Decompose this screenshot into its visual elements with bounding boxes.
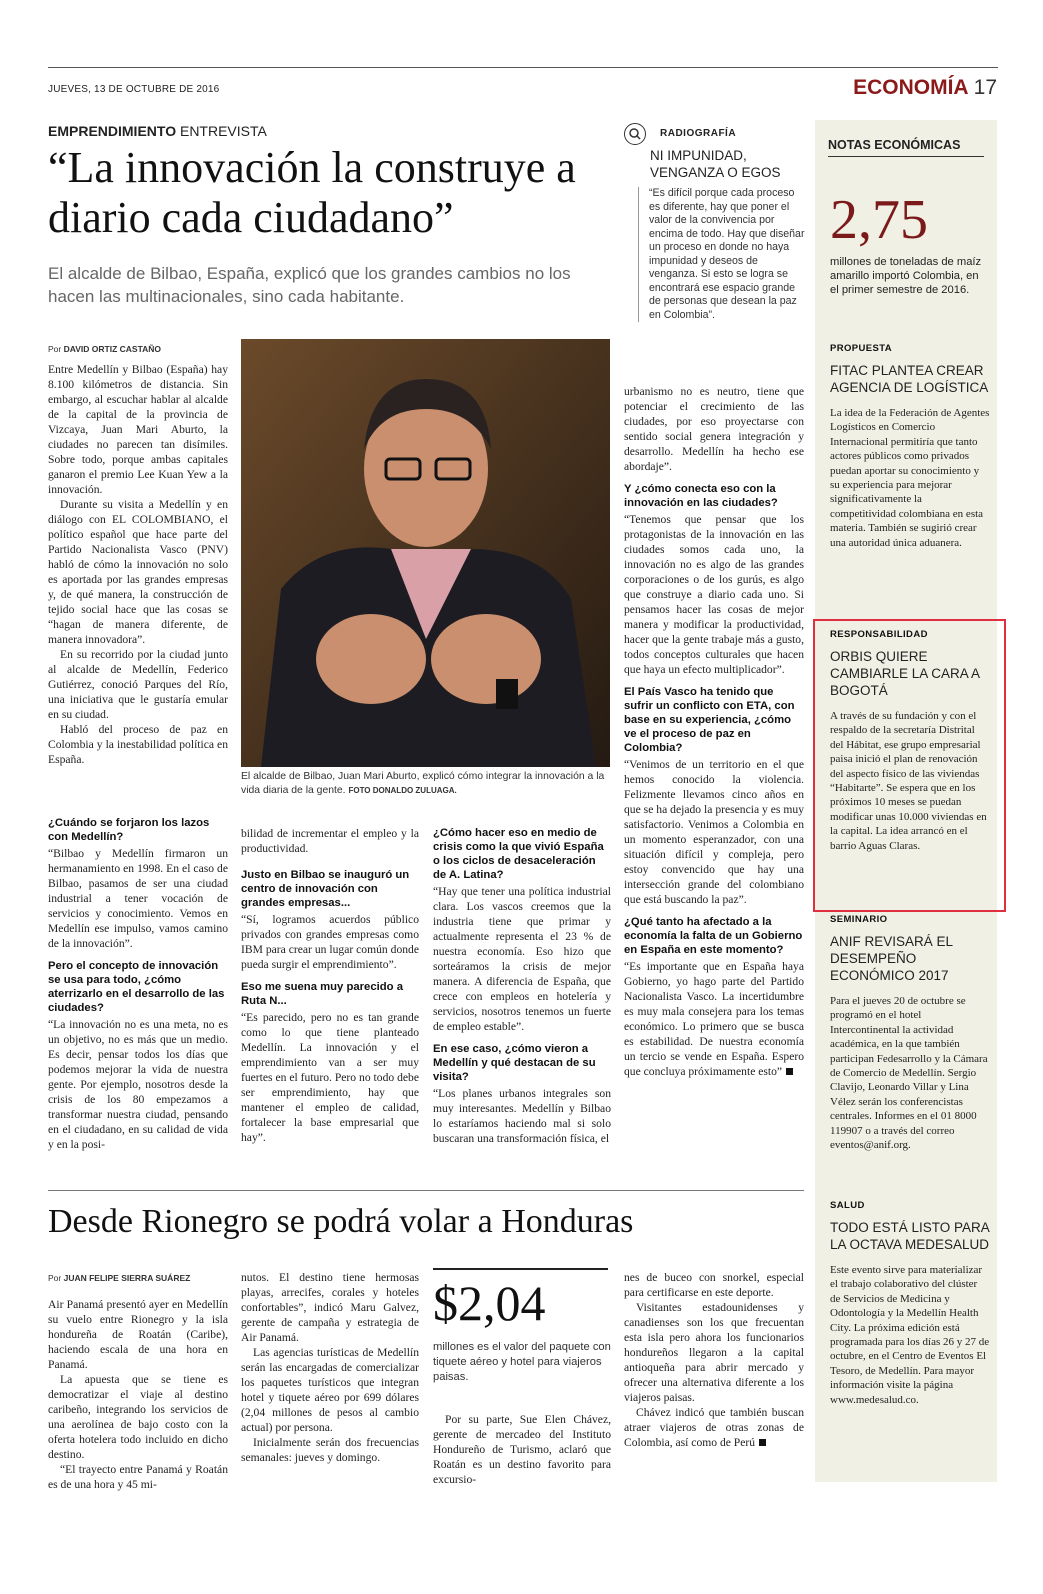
radiografia-title: NI IMPUNIDAD, VENGANZA O EGOS: [650, 148, 781, 180]
byline-author: JUAN FELIPE SIERRA SUÁREZ: [63, 1273, 191, 1283]
photo-credit: FOTO DONALDO ZULUAGA.: [348, 786, 457, 795]
caption-text: El alcalde de Bilbao, Juan Mari Aburto, explicó cómo integrar la innovación a la vida diaria de la gente.: [241, 771, 605, 796]
interview-question: ¿Cuándo se forjaron los lazos con Medellín?: [48, 817, 210, 843]
nota-item: [830, 914, 990, 1152]
price-description: millones es el valor del paquete con tiquete aéreo y hotel para viajeros paisas.: [433, 1341, 611, 1383]
kicker-topic: EMPRENDIMIENTO: [48, 123, 177, 139]
article-column-1-lower: [48, 808, 228, 1152]
body-paragraph: Habló del proceso de paz en Colombia y la inestabilidad política en España.: [48, 723, 228, 766]
nota-body: Para el jueves 20 de octubre se programó en el hotel Intercontinental la actividad académica, en la que también participan Fedesarrollo y la Cámara de Comercio de Medellín. Sergio Clavijo, Leonardo Villar y Lina Vélez serán los conferencistas centrales. Informes en el 01 8000 119907 o a través del correo eventos@anif.org.: [830, 995, 988, 1152]
article-byline: [48, 344, 161, 354]
article-photo: [241, 339, 610, 767]
interview-question: El País Vasco ha tenido que sufrir un conflicto con ETA, con base en su experiencia, ¿cómo ve el proceso de paz en Colombia?: [624, 686, 795, 754]
interview-answer: “Bilbao y Medellín firmaron un hermanamiento en 1998. En el caso de Bilbao, pasamos de ser una ciudad industrial a tener vocación de servicios y conocimiento. Vemos en Medellín ese impulso, vamos camino de la innovación”.: [48, 847, 228, 950]
nota-item: [830, 1200, 990, 1407]
nota-title: FITAC PLANTEA CREAR AGENCIA DE LOGÍSTICA: [830, 363, 989, 395]
section-name: ECONOMÍA: [853, 76, 968, 99]
section-divider: [48, 1190, 804, 1191]
interview-answer: “Venimos de un territorio en el que hemos conocido la violencia. Felizmente llevamos cinco años en que se ha dejado la presencia y es muy satisfactorio. Venimos a Colombia en un momento esperanzador, con una situación difícil y compleja, pero estoy convencido que hay una intersección grande del colombiano que está buscando la paz”.: [624, 758, 804, 906]
price-highlight: $2,04: [433, 1275, 546, 1331]
interview-answer: “Tenemos que pensar que los protagonistas de la innovación en las ciudades somos cada uno, la innovación no es algo de las grandes corporaciones o de los gurús, es algo que construye a diario cada uno. Si pensamos hacer las cosas de mejor manera y modificar la productividad, hacer que la gente trabaje más a gusto, todos conceptos culturales que hacen que haya un efecto multiplicador”.: [624, 513, 804, 676]
photo-caption: [241, 770, 611, 798]
body-paragraph: Visitantes estadounidenses y canadienses son los que frecuentan esta isla pero ahora los funcionarios hondureños llegaron a la capital antioqueña para abrir mercado y ofrecer una alternativa diferente a los viajeros paisas.: [624, 1301, 804, 1404]
body-paragraph: urbanismo no es neutro, tiene que potenciar el crecimiento de las ciudades, por eso proyectarse con sentido social genera integración y desarrollo. Medellín ha hecho ese abordaje”.: [624, 385, 804, 473]
interview-question: ¿Qué tanto ha afectado a la economía la falta de un Gobierno en España en este momento?: [624, 916, 803, 956]
interview-question: Pero el concepto de innovación se usa para todo, ¿cómo aterrizarlo en el desarrollo de las ciudades?: [48, 960, 225, 1014]
nota-title: ANIF REVISARÁ EL DESEMPEÑO ECONÓMICO 2017: [830, 934, 953, 983]
intro-paragraph: Entre Medellín y Bilbao (España) hay 8.100 kilómetros de distancia. Sin embargo, al escuchar hablar al alcalde de la capital de la provincia de Vizcaya, Juan Mari Aburto, la ciudades no parecen tan disímiles. Sobre todo, porque ambas capitales ganaron el premio Lee Kuan Yew a la innovación.: [48, 363, 228, 496]
nota-item: [830, 343, 990, 550]
radiografia-label: RADIOGRAFÍA: [660, 128, 737, 139]
body-paragraph: “El trayecto entre Panamá y Roatán es de una hora y 45 mi-: [48, 1463, 228, 1491]
interview-question: Y ¿cómo conecta eso con la innovación en las ciudades?: [624, 483, 778, 509]
nota-label: PROPUESTA: [830, 343, 893, 354]
body-paragraph: nutos. El destino tiene hermosas playas, arrecifes, corales y hoteles confortables”, indicó Maru Galvez, gerente de campaña y estrategia de Air Panamá.: [241, 1271, 419, 1344]
byline-prefix: Por: [48, 344, 64, 354]
body-paragraph: Por su parte, Sue Elen Chávez, gerente de mercadeo del Instituto Hondureño de Turismo, aclaró que Roatán es un destino favorito para excursio-: [433, 1413, 611, 1486]
second-column-2: [241, 1270, 419, 1465]
highlight-box: [813, 619, 1006, 912]
notas-big-number: 2,75: [830, 189, 928, 251]
second-headline: Desde Rionegro se podrá volar a Honduras: [48, 1203, 634, 1240]
interview-question: Eso me suena muy parecido a Ruta N...: [241, 981, 403, 1007]
edition-date: JUEVES, 13 DE OCTUBRE DE 2016: [48, 84, 220, 95]
section-title: [853, 76, 997, 100]
article-dek: El alcalde de Bilbao, España, explicó que los grandes cambios no los hacen las multinacionales, sino cada habitante.: [48, 264, 571, 306]
interview-answer: “Los planes urbanos integrales son muy interesantes. Medellín y Bilbao lo estaríamos haciendo mal si solo buscaran una transformación física, el: [433, 1087, 611, 1145]
notas-big-number-desc: millones de toneladas de maíz amarillo importó Colombia, en el primer semestre de 2016.: [830, 256, 982, 296]
page-number: 17: [973, 76, 997, 99]
body-paragraph: [624, 1405, 804, 1450]
interview-answer: “Hay que tener una política industrial clara. Los vascos creemos que la industria tiene que primar y actualmente representa el 23 % de nuestra economía. Eso hizo que sorteáramos la crisis de mejor manera. A diferencia de España, que crece con empleos en hotelería y servicios, nosotros tenemos un fuerte de empleo estable”.: [433, 885, 611, 1033]
body-paragraph: La apuesta que se tiene es democratizar el viaje al destino caribeño, integrando los servicios de una aerolínea de bajo costo con la oferta hotelera todo incluido en dicho destino.: [48, 1373, 228, 1461]
answer-text: “Es importante que en España haya Gobierno, yo hago parte del Partido Nacionalista Vasco. La incertidumbre es muy mala consejera para los temas económico. Lo primero que se busca es estabilidad. De nuestra economía un tercio se vende en España. Espero que concluya próximamente esto”: [624, 960, 804, 1078]
article-column-2: [241, 826, 419, 1145]
body-paragraph: En su recorrido por la ciudad junto al alcalde de Medellín, Federico Gutiérrez, conoció Parques del Río, una iniciativa que le gustaría emular en su ciudad.: [48, 648, 228, 721]
end-mark-icon: [786, 1068, 793, 1075]
interview-question: Justo en Bilbao se inauguró un centro de innovación con grandes empresas...: [241, 869, 410, 909]
interview-answer: [624, 959, 804, 1079]
radiografia-body: “Es difícil porque cada proceso es diferente, hay que poner el valor de la convivencia por encima de todo. Hay que diseñar un proceso en donde no haya impunidad y deseos de venganza. Si esto se logra se encontrará ese espacio grande de personas que desean la paz en Colombia”.: [638, 187, 806, 322]
nota-title: ORBIS QUIERE CAMBIARLE LA CARA A BOGOTÁ: [830, 649, 980, 698]
nota-title: TODO ESTÁ LISTO PARA LA OCTAVA MEDESALUD: [830, 1220, 990, 1252]
interview-answer: “La innovación no es una meta, no es un objetivo, no es más que un medio. Es decir, pensar todos los días que podemos mejorar la vida de nuestra gente. Por ejemplo, nosotros desde la crisis de los 80 empezamos a transformar nuestra ciudad, pensando en el ciudadano, en su calidad de vida y en la posi-: [48, 1018, 228, 1151]
nota-body: La idea de la Federación de Agentes Logísticos en Comercio Internacional permitiría que tanto actores públicos como privados puedan aportar su conocimiento y su experiencia para mejorar significativamente la competitividad colombiana en esta materia. También se sugirió crear una autoridad única aduanera.: [830, 407, 990, 549]
nota-body: A través de su fundación y con el respaldo de la secretaría Distrital del Hábitat, ese grupo empresarial paisa inició el plan de renovación del aspecto físico de las viviendas “Habitarte”. Se espera que en los próximos 10 meses se puedan modificar unas 10.000 viviendas en la capital. La idea arrancó en el barrio Aguas Claras.: [830, 710, 987, 852]
article-column-1: [48, 362, 228, 767]
nota-label: SEMINARIO: [830, 914, 888, 925]
notas-header: NOTAS ECONÓMICAS: [828, 138, 961, 152]
interview-question: ¿Cómo hacer eso en medio de crisis como la que vivió España o los ciclos de desaceleración de A. Latina?: [433, 827, 604, 881]
body-paragraph: Durante su visita a Medellín y en diálogo con EL COLOMBIANO, el político español que hace parte del Partido Nacionalista Vasco (PNV) habló de cómo la innovación no solo es aportada por las grandes empresas y, de qué manera, la construcción de tejido social hace que las cosas se “hagan de manera diferente, de manera innovadora”.: [48, 498, 228, 646]
second-column-3: [433, 1412, 611, 1487]
nota-label: SALUD: [830, 1200, 865, 1211]
body-paragraph: Las agencias turísticas de Medellín serán las encargadas de comercializar los paquetes turísticos que integran hotel y tiquete aéreo por 699 dólares (2,04 millones de pesos al cambio actual) por persona.: [241, 1346, 419, 1434]
price-rule: [433, 1268, 608, 1270]
article-headline: “La innovación la construye a diario cada ciudadano”: [48, 143, 576, 242]
article-column-4: [624, 384, 804, 1079]
second-column-4: [624, 1270, 804, 1450]
notas-header-rule: [828, 156, 984, 157]
interview-answer: “Es parecido, pero no es tan grande como lo que tiene planteado Medellín. La innovación y el emprendimiento van a ser muy fuertes en el futuro. Pero no todo debe ser emprendimiento, hay que mantener el empleo de calidad, fortalecer la base empresarial que hay”.: [241, 1011, 419, 1144]
second-column-1: [48, 1297, 228, 1492]
article-column-3: [433, 818, 611, 1146]
nota-label: RESPONSABILIDAD: [830, 629, 928, 640]
body-paragraph: nes de buceo con snorkel, especial para certificarse en este deporte.: [624, 1271, 804, 1299]
paragraph-text: Chávez indicó que también buscan atraer viajeros de otras zonas de Colombia, así como de Perú: [624, 1406, 804, 1449]
radiografia-box: [624, 128, 806, 322]
byline-prefix: Por: [48, 1273, 64, 1283]
byline-author: DAVID ORTIZ CASTAÑO: [63, 344, 162, 354]
top-rule: [48, 67, 998, 68]
second-byline: [48, 1273, 190, 1283]
kicker-type: ENTREVISTA: [176, 123, 267, 139]
body-paragraph: bilidad de incrementar el empleo y la productividad.: [241, 827, 419, 855]
article-kicker: [48, 123, 267, 139]
interview-question: En ese caso, ¿cómo vieron a Medellín y qué destacan de su visita?: [433, 1043, 596, 1083]
body-paragraph: Inicialmente serán dos frecuencias semanales: jueves y domingo.: [241, 1436, 419, 1464]
nota-body: Este evento sirve para materializar el trabajo colaborativo del clúster de Servicios de Medicina y Odontología y la Medellín Health City. La próxima edición está programada para los días 26 y 27 de octubre, en el Centro de Eventos El Tesoro, de Medellín. Para mayor información visite la página www.medesalud.co.: [830, 1264, 990, 1406]
end-mark-icon: [759, 1439, 766, 1446]
body-paragraph: Air Panamá presentó ayer en Medellín su vuelo entre Rionegro y la isla hondureña de Roatán (Caribe), haciendo escala de una hora en Panamá.: [48, 1298, 228, 1371]
interview-answer: “Sí, logramos acuerdos público privados con grandes empresas como IBM para crear un lugar común donde pueda surgir el emprendimiento”.: [241, 913, 419, 971]
